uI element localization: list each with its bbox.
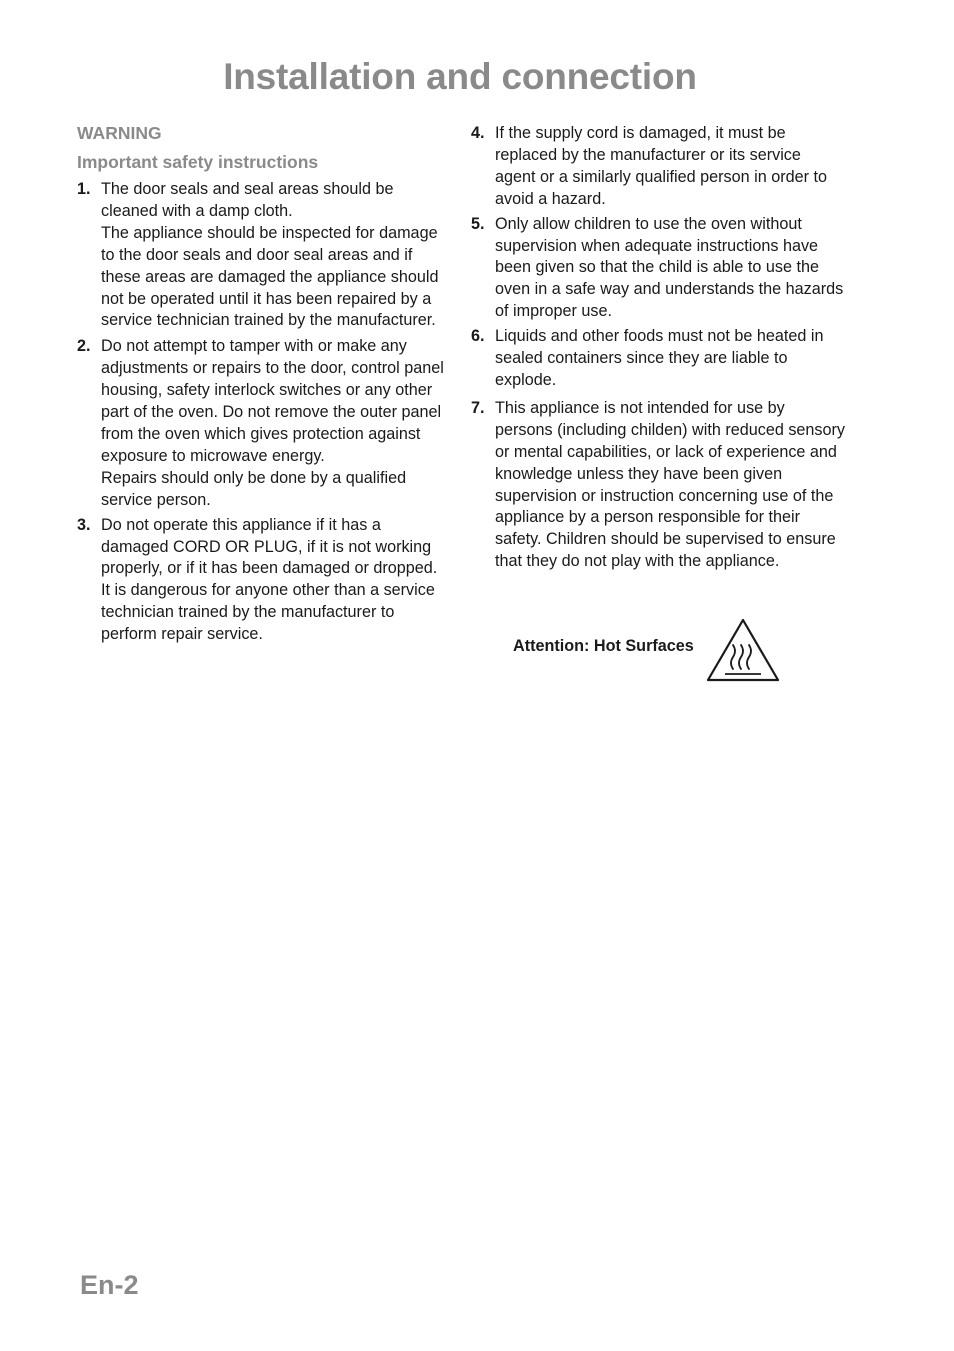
- item-text: Only allow children to use the oven without supervision when adequate instructions have been given so that the child is able to use the oven in a safe way and understands the hazards of improper use.: [495, 214, 844, 321]
- page-title: Installation and connection: [223, 56, 697, 97]
- page-number: En-2: [80, 1270, 139, 1300]
- list-item: [77, 179, 449, 332]
- item-number: 1.: [77, 180, 91, 198]
- list-item: [471, 214, 845, 324]
- item-number: 4.: [471, 124, 485, 142]
- item-number: 6.: [471, 327, 485, 346]
- left-instruction-list: [77, 179, 449, 646]
- hot-surface-notice: [513, 617, 788, 683]
- safety-subheading: Important safety instructions: [77, 152, 319, 172]
- left-column: [77, 122, 449, 648]
- item-number: 7.: [471, 398, 485, 417]
- item-text: Liquids and other foods must not be heated in sealed containers since they are liable to explode.: [495, 327, 824, 389]
- item-text: This appliance is not intended for use by persons (including childen) with reduced sensory or mental capabilities, or lack of experience and knowledge unless they have been given supervision or instruction concerning use of the appliance by a person responsible for their safety. Children should be supervised to ensure that they do not play with the appliance.: [495, 398, 846, 571]
- item-text: Repairs should only be done by a qualified service person.: [101, 468, 407, 509]
- attention-label: Attention: Hot Surfaces: [513, 637, 694, 655]
- list-item: [77, 515, 449, 646]
- item-text: The door seals and seal areas should be cleaned with a damp cloth.: [101, 180, 394, 220]
- item-number: 3.: [77, 515, 91, 534]
- list-item: [471, 326, 845, 392]
- hot-surface-warning-icon: [705, 617, 781, 683]
- item-text: Do not attempt to tamper with or make any adjustments or repairs to the door, control panel housing, safety interlock switches or any other part of the oven. Do not remove the outer panel from the oven which gives protection against exposure to microwave energy.: [101, 337, 444, 465]
- item-number: 5.: [471, 214, 485, 233]
- item-text: If the supply cord is damaged, it must be replaced by the manufacturer or its service agent or a similarly qualified person in order to avoid a hazard.: [495, 124, 828, 208]
- item-text: Do not operate this appliance if it has a damaged CORD OR PLUG, if it is not working properly, or if it has been damaged or dropped. It is dangerous for anyone other than a service technician trained by the manufacturer to perform repair service.: [101, 515, 438, 644]
- item-text: The appliance should be inspected for damage to the door seals and door seal areas and if these areas are damaged the appliance should not be operated until it has been repaired by a service technician trained by the manufacturer.: [101, 223, 439, 330]
- right-column: [471, 123, 845, 575]
- item-number: 2.: [77, 337, 91, 356]
- list-item: [471, 398, 845, 573]
- list-item: [77, 336, 449, 511]
- warning-label: WARNING: [77, 123, 162, 143]
- right-instruction-list: [471, 123, 845, 573]
- list-item: [471, 123, 845, 211]
